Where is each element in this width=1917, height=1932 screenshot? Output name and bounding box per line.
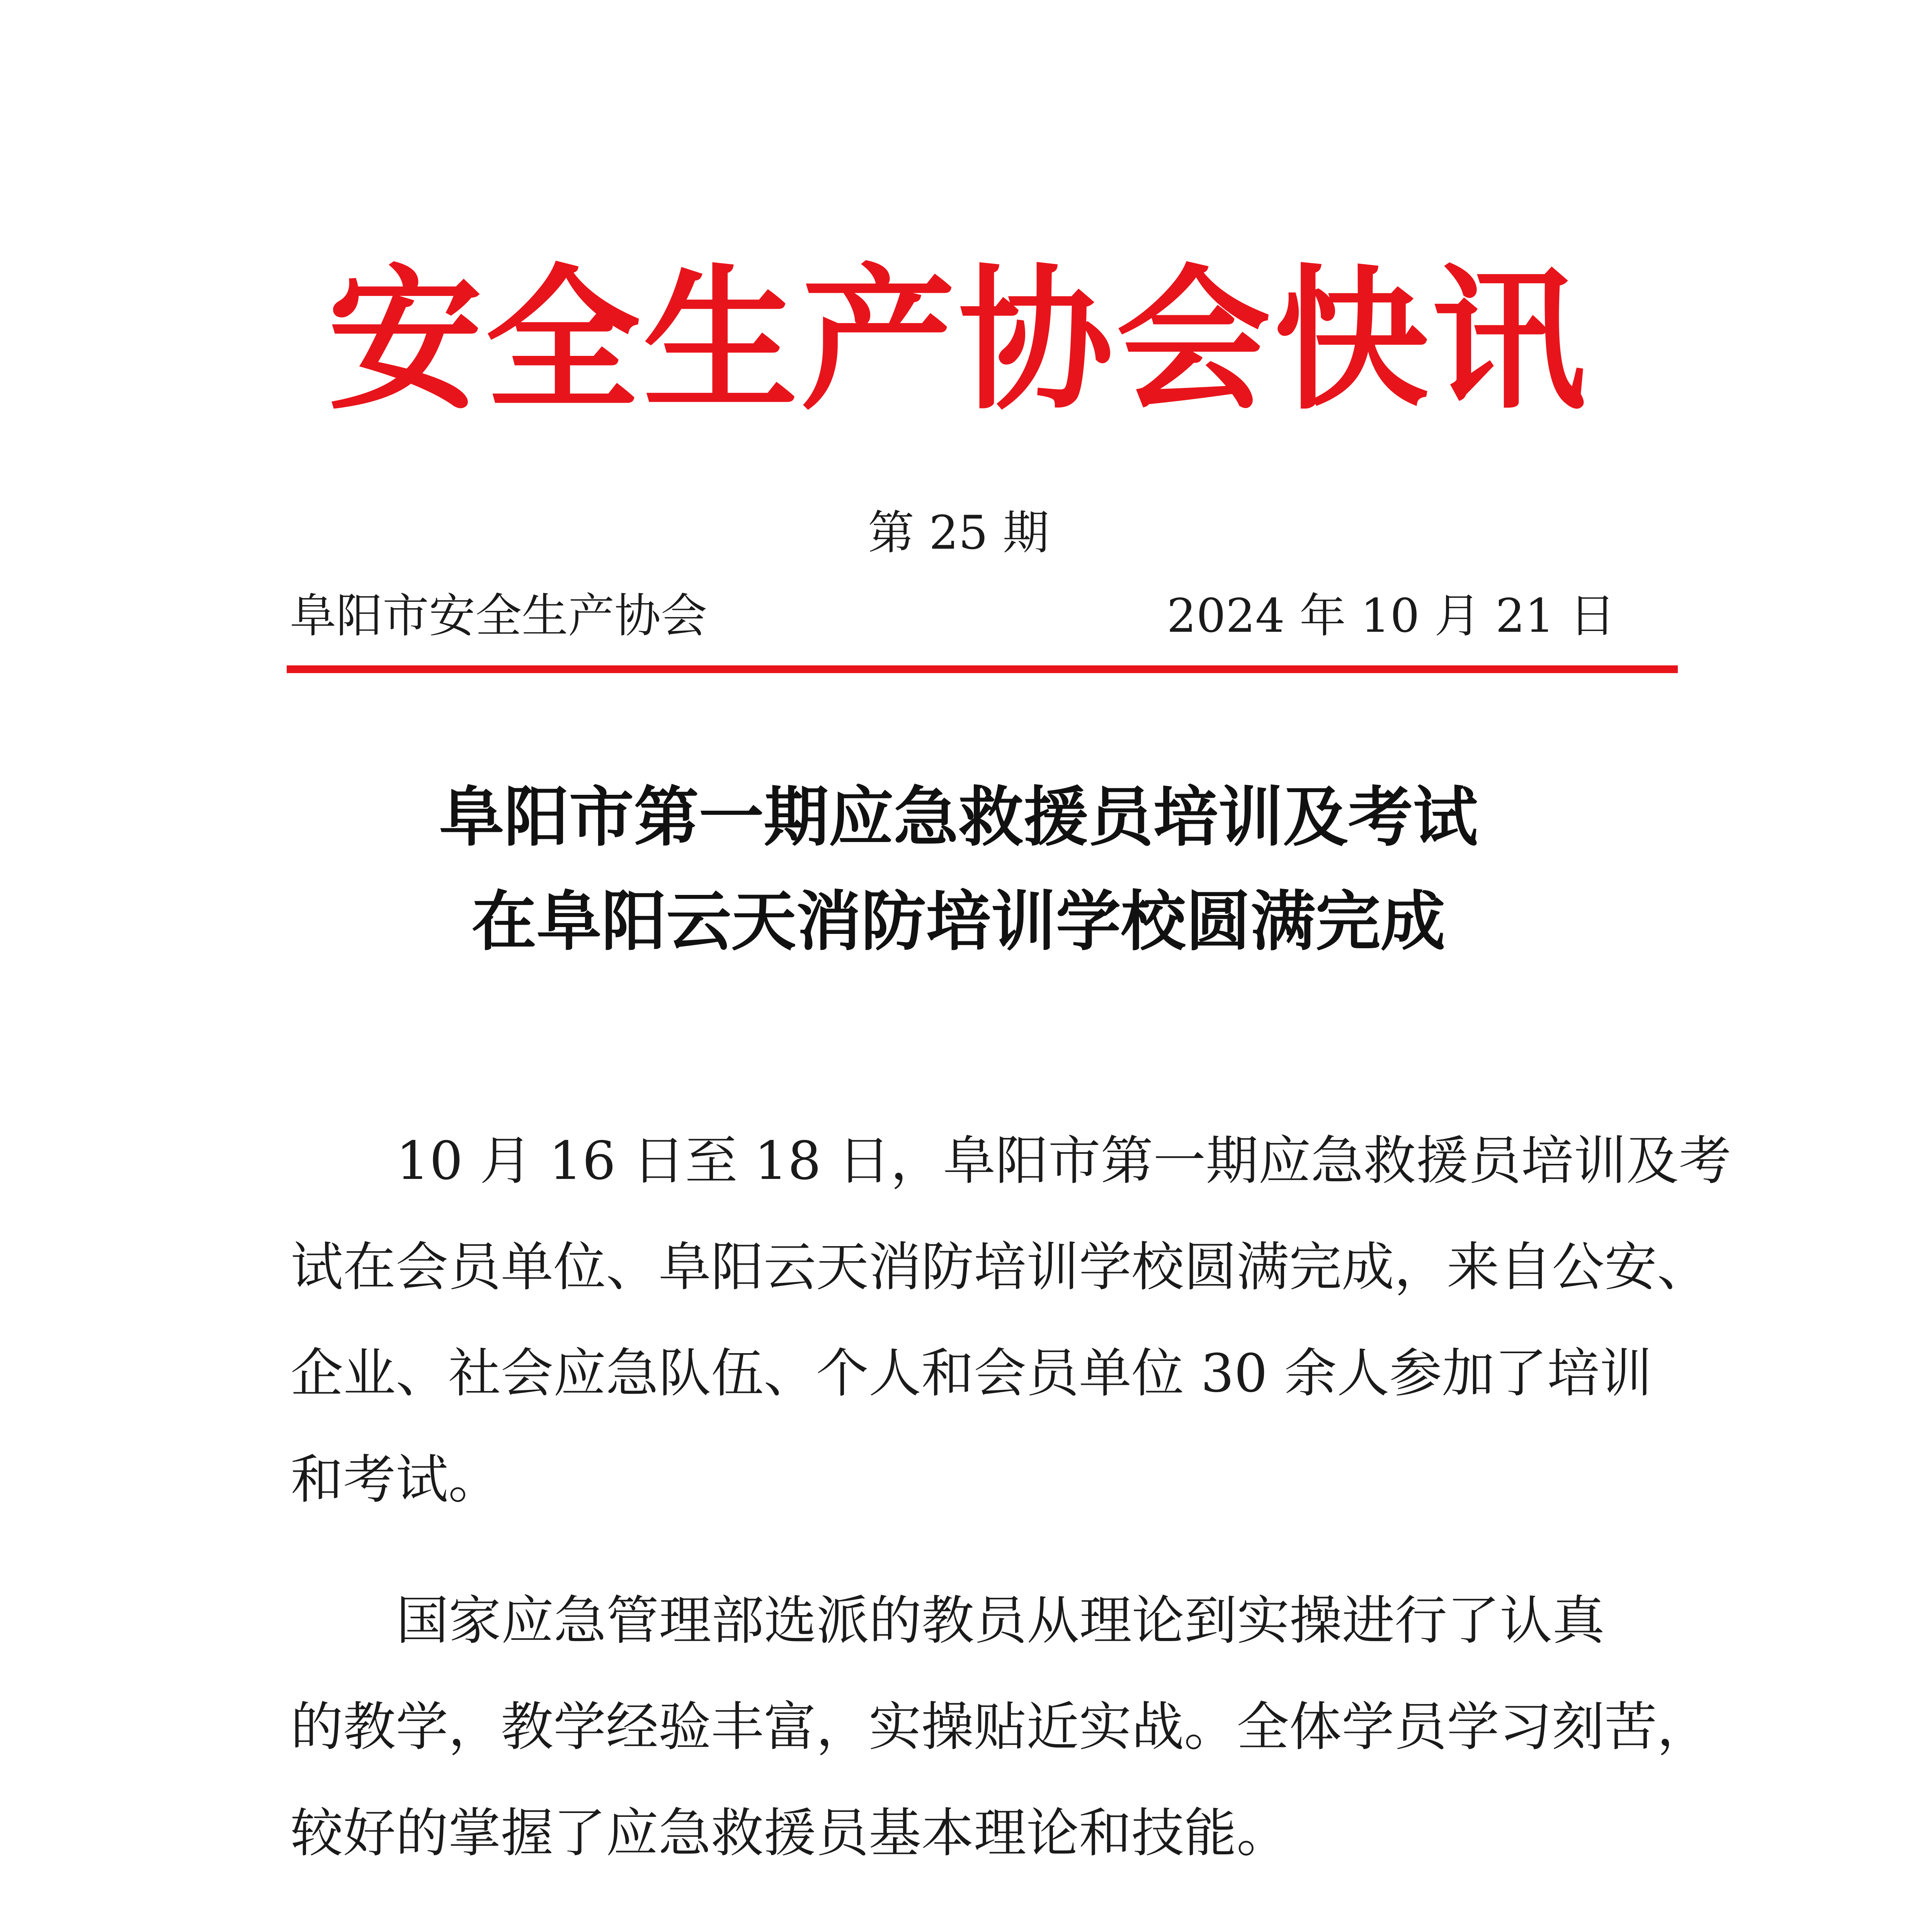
paragraph-1-line: 企业、社会应急队伍、个人和会员单位 30 余人参加了培训 <box>291 1343 1652 1404</box>
red-divider-rule <box>287 665 1678 673</box>
paragraph-2-line: 的教学，教学经验丰富，实操贴近实战。全体学员学习刻苦， <box>291 1697 1709 1758</box>
article-headline-line: 在阜阳云天消防培训学校圆满完成 <box>471 884 1446 959</box>
issue-number: 第 25 期 <box>868 506 1049 560</box>
article-headline-line: 阜阳市第一期应急救援员培训及考试 <box>439 779 1478 855</box>
paragraph-1-line: 10 月 16 日至 18 日，阜阳市第一期应急救援员培训及考 <box>396 1131 1732 1192</box>
masthead-title: 安全生产协会快讯 <box>328 249 1589 431</box>
paragraph-2-line: 国家应急管理部选派的教员从理论到实操进行了认真 <box>396 1590 1605 1651</box>
paragraph-2-line: 较好的掌握了应急救援员基本理论和技能。 <box>291 1803 1289 1864</box>
paragraph-1-line: 和考试。 <box>291 1449 501 1510</box>
paragraph-1-line: 试在会员单位、阜阳云天消防培训学校圆满完成，来自公安、 <box>291 1237 1709 1298</box>
issue-date: 2024 年 10 月 21 日 <box>1167 589 1616 643</box>
organization-name: 阜阳市安全生产协会 <box>290 589 707 643</box>
